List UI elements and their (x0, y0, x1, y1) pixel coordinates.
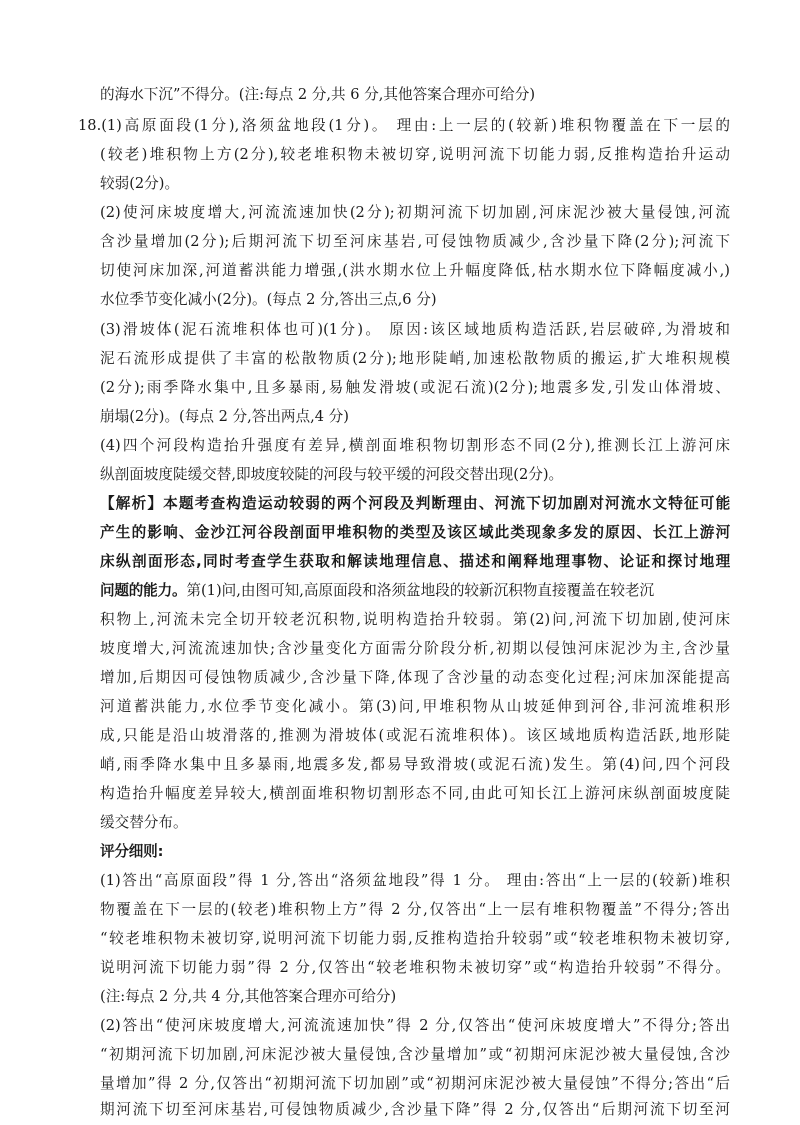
text-line: 纵剖面坡度陡缓交替,即坡度较陡的河段与较平缓的河段交替出现(2分)。 (100, 466, 564, 483)
text-line: 积物上,河流未完全切开较老沉积物,说明构造抬升较弱。第(2)问,河流下切加剧,使河床 (100, 611, 730, 628)
text-line: 物覆盖在下一层的(较老)堆积物上方”得 2 分,仅答出“上一层有堆积物覆盖”不得分;答出 (100, 901, 730, 918)
text-line: (4)四个河段构造抬升强度有差异,横剖面堆积物切割形态不同(2分),推测长江上游河床 (100, 437, 730, 454)
text-line: 含沙量增加(2分);后期河流下切至河床基岩,可侵蚀物质减少,含沙量下降(2分);河流下 (100, 233, 730, 250)
text-line: 水位季节变化减小(2分)。(每点 2 分,答出三点,6 分) (100, 291, 437, 308)
text-line: (2)使河床坡度增大,河流流速加快(2分);初期河流下切加剧,河床泥沙被大量侵蚀,河流 (100, 204, 730, 221)
analysis-mixed-line (100, 581, 730, 603)
text-line: “初期河流下切加剧,河床泥沙被大量侵蚀,含沙量增加”或“初期河床泥沙被大量侵蚀,含沙 (100, 1046, 730, 1063)
text-line: (3)滑坡体(泥石流堆积体也可)(1分)。 原因:该区域地质构造活跃,岩层破碎,为滑坡和 (100, 321, 730, 338)
text-line: 成,只能是沿山坡滑落的,推测为滑坡体(或泥石流堆积体)。该区域地质构造活跃,地形陡 (100, 727, 730, 744)
text-line: 峭,雨季降水集中且多暴雨,地震多发,都易导致滑坡(或泥石流)发生。第(4)问,四个河段 (100, 756, 730, 773)
analysis-bold-line: 床纵剖面形态,同时考查学生获取和解读地理信息、描述和阐释地理事物、论证和探讨地理 (100, 553, 730, 570)
text-line: (注:每点 2 分,共 4 分,其他答案合理亦可给分) (100, 988, 397, 1005)
text-line: 泥石流形成提供了丰富的松散物质(2分);地形陡峭,加速松散物质的搬运,扩大堆积规模 (100, 350, 730, 367)
text-line: 说明河流下切能力弱”得 2 分,仅答出“较老堆积物未被切穿”或“构造抬升较弱”不得分。 (100, 959, 730, 976)
analysis-bold-line: 产生的影响、金沙江河谷段剖面甲堆积物的类型及该区域此类现象多发的原因、长江上游河 (100, 524, 730, 541)
text-line: 切使河床加深,河道蓄洪能力增强,(洪水期水位上升幅度降低,枯水期水位下降幅度减小,) (100, 262, 730, 279)
analysis-heading-line: 【解析】本题考查构造运动较弱的两个河段及判断理由、河流下切加剧对河流水文特征可能 (100, 495, 730, 512)
text-line: 期河流下切至河床基岩,可侵蚀物质减少,含沙量下降”得 2 分,仅答出“后期河流下切至河 (100, 1101, 730, 1118)
text-line: 缓交替分布。 (100, 814, 188, 831)
text-line: 河道蓄洪能力,水位季节变化减小。第(3)问,甲堆积物从山坡延伸到河谷,非河流堆积形 (100, 698, 730, 715)
question-18-header-line: 18.(1)高原面段(1分),洛须盆地段(1分)。 理由:上一层的(较新)堆积物覆盖在下一层的 (78, 117, 730, 134)
text-line: 的海水下沉”不得分。(注:每点 2 分,共 6 分,其他答案合理亦可给分) (100, 86, 536, 103)
text-line: 较弱(2分)。 (100, 175, 180, 192)
scoring-rules-heading: 评分细则: (100, 843, 164, 860)
text-line: “较老堆积物未被切穿,说明河流下切能力弱,反推构造抬升较弱”或“较老堆积物未被切穿, (100, 930, 730, 947)
text-line: (较老)堆积物上方(2分),较老堆积物未被切穿,说明河流下切能力弱,反推构造抬升运动 (100, 146, 730, 163)
text-line: (1)答出“高原面段”得 1 分,答出“洛须盆地段”得 1 分。 理由:答出“上一层的(较新)堆积 (100, 872, 730, 889)
text-line: 增加,后期因可侵蚀物质减少,含沙量下降,体现了含沙量的动态变化过程;河床加深能提高 (100, 669, 730, 686)
text-line: (2)答出“使河床坡度增大,河流流速加快”得 2 分,仅答出“使河床坡度增大”不得分;答出 (100, 1017, 730, 1034)
analysis-bold-tail: 问题的能力。 (100, 582, 187, 599)
text-line: 构造抬升幅度差异较大,横剖面堆积物切割形态不同,由此可知长江上游河床纵剖面坡度陡 (100, 785, 730, 802)
text-line: 崩塌(2分)。(每点 2 分,答出两点,4 分) (100, 408, 349, 425)
text-line: 量增加”得 2 分,仅答出“初期河流下切加剧”或“初期河床泥沙被大量侵蚀”不得分;答出“后 (100, 1075, 730, 1092)
analysis-plain-start: 第(1)问,由图可知,高原面段和洛须盆地段的较新沉积物直接覆盖在较老沉 (186, 582, 655, 599)
text-line: (2分);雨季降水集中,且多暴雨,易触发滑坡(或泥石流)(2分);地震多发,引发山体滑坡、 (100, 379, 730, 396)
text-line: 坡度增大,河流流速加快;含沙量变化方面需分阶段分析,初期以侵蚀河床泥沙为主,含沙量 (100, 640, 730, 657)
